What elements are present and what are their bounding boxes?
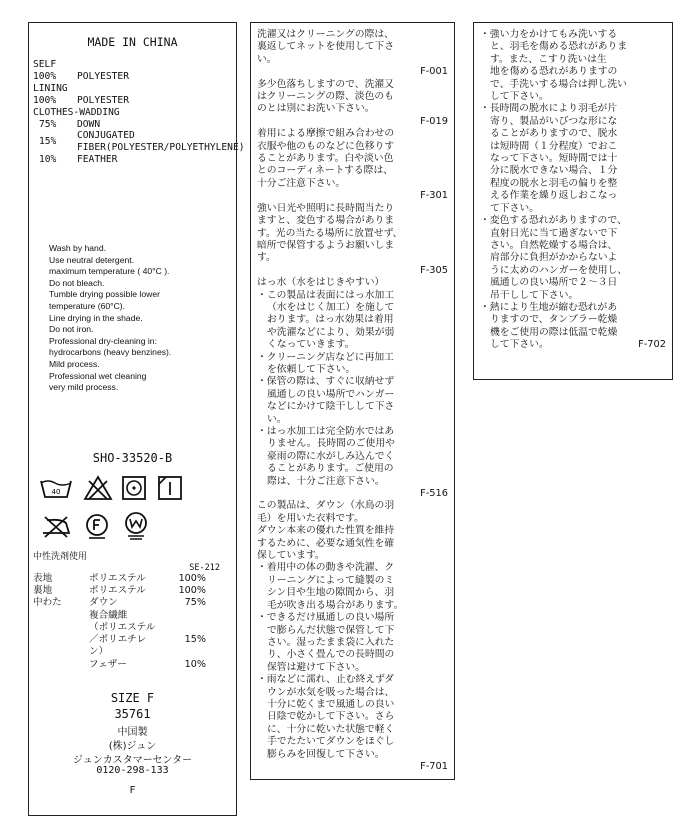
lining-jp-pct: 100% (178, 585, 206, 596)
text-line: 日陰で乾かして下さい。さら (267, 711, 395, 723)
text-line: 洗濯又はクリーニングの際は、 (257, 29, 394, 40)
wet-clean-w-icon (121, 511, 151, 541)
text-line: ることがありますので、脱水 (490, 128, 618, 140)
text-line: ・着用中の体の動きや洗濯、ク (257, 562, 395, 574)
care-line: temperature (60°C). (49, 300, 126, 311)
style-number: SHO-33520-B (92, 451, 173, 465)
text-line: す。 (257, 252, 276, 264)
lining-material: POLYESTER (77, 95, 129, 106)
text-line: 多少色落ちしますので、洗濯又 (257, 78, 394, 90)
text-line: のとは別にお洗い下さい。 (257, 103, 375, 115)
company-name: (株)ジュン (108, 741, 157, 752)
text-line: 裏返してネットを使用して下さ (257, 41, 395, 53)
text-line: ・はっ水加工は完全防水ではあ (257, 426, 395, 437)
composite-fiber-1: 複合繊維 (89, 610, 128, 621)
text-line: 毛が吹き出る場合があります。 (267, 599, 404, 611)
padding-jp-label: 中わた (33, 597, 62, 608)
tumble-dry-low-icon (121, 475, 147, 501)
text-line: ・長時間の脱水により羽毛が片 (480, 103, 618, 115)
care-label-middle (250, 22, 455, 780)
text-line: ウンが水気を吸った場合は、 (267, 686, 395, 698)
text-line: い。 (257, 53, 277, 65)
text-line: 保管は避けて下さい。 (267, 661, 365, 673)
text-line: 寄り、製品がいびつな形にな (490, 115, 618, 127)
text-line: 暗所で保管するようお願いしま (257, 239, 395, 251)
text-line: 吊干しして下さい。 (490, 289, 579, 301)
made-in-china-jp: 中国製 (117, 727, 148, 738)
text-line: 豪雨の際に水がしみ込んでく (267, 450, 395, 462)
composite-fiber-3: ／ポリエチレ (89, 634, 147, 645)
text-line: ますと、変色する場合がありま (257, 215, 395, 227)
down-pct: 75% (39, 119, 57, 130)
section-code: F-301 (420, 190, 448, 202)
composite-fiber-2: （ポリエステル (89, 622, 156, 633)
text-line: リーニングによって縫製のミ (267, 574, 395, 586)
text-line: ・変色する恐れがありますので、 (480, 215, 627, 227)
care-line: Professional dry-cleaning in: (49, 335, 157, 346)
text-line: 肩部分に負担がかからないよ (490, 252, 618, 264)
text-line: ・この製品は表面にはっ水加工 (257, 289, 395, 301)
text-line: 際は、十分ご注意下さい。 (267, 475, 385, 487)
text-line: り、小さく畳んでの長時間の (267, 649, 395, 661)
conjugated-pct: 15% (39, 136, 57, 147)
text-line: おります。はっ水効果は着用 (267, 314, 394, 326)
text-line: と、羽毛を傷める恐れがありま (490, 41, 628, 53)
text-line: ・強い力をかけてもみ洗いする (480, 29, 618, 40)
text-line: て下さい。 (490, 202, 539, 214)
text-line: で膨らんだ状態で保管して下 (267, 624, 395, 636)
text-line: （水をはじく加工）を施して (267, 301, 395, 313)
text-line: 十分に乾くまで風通しの良い (267, 698, 395, 710)
feather-pct: 10% (39, 154, 57, 165)
text-line: 十分ご注意下さい。 (257, 177, 346, 189)
text-line: ・保管の際は、すぐに収納せず (257, 376, 395, 388)
down-jp-pct: 75% (184, 597, 206, 608)
text-line: を依頼して下さい。 (267, 363, 356, 375)
text-line: りません。長時間のご使用や (267, 438, 395, 450)
text-line: はっ水（水をはじきやすい） (257, 277, 385, 289)
composite-fiber-pct: 15% (184, 634, 206, 645)
care-line: very mild process. (49, 382, 119, 393)
text-line: 風通しの良い場所で２～３日 (490, 277, 618, 289)
care-line: hydrocarbons (heavy benzines). (49, 347, 172, 358)
care-line: maximum temperature ( 40°C ). (49, 266, 170, 277)
composite-fiber-4: ン） (89, 646, 109, 657)
self-pct: 100% (33, 71, 57, 82)
text-line: さい。湿ったまま袋に入れた (267, 636, 395, 648)
text-line: は短時間（１分程度）でおこ (490, 140, 618, 152)
care-text-right (480, 29, 668, 352)
section-code: F-702 (638, 339, 666, 351)
wadding-label: CLOTHES-WADDING (33, 107, 120, 118)
text-line: ることがあります。ご使用の (267, 463, 394, 475)
text-line: で、手洗いする場合は押し洗い (490, 78, 627, 90)
phone-number: 0120-298-133 (96, 765, 169, 776)
text-line: 地を傷める恐れがありますの (490, 66, 618, 78)
text-line: 手でたたいてダウンをほぐし (267, 736, 395, 748)
text-line: す。また、こすり洗いは生 (490, 53, 607, 65)
text-line: 毛）を用いた衣料です。 (257, 512, 364, 524)
text-line: 強い日光や照明に長時間当たり (257, 202, 395, 214)
do-not-iron-icon (39, 513, 73, 539)
self-label: SELF (33, 59, 57, 70)
section-code: F-019 (420, 115, 448, 127)
text-line: ・できるだけ風通しの良い場所 (257, 612, 395, 624)
outer-fabric-pct: 100% (178, 573, 206, 584)
neutral-detergent-text: 中性洗剤使用 (33, 552, 88, 562)
self-material: POLYESTER (77, 71, 129, 82)
made-in-text: MADE IN CHINA (87, 35, 178, 49)
conjugated-material-2: FIBER(POLYESTER/POLYETHYLENE) (77, 142, 245, 153)
text-line: して下さい。 (490, 91, 549, 103)
care-line: Mild process. (49, 358, 100, 369)
text-line: 保しています。 (257, 550, 325, 562)
lining-jp-label: 裏地 (33, 585, 53, 596)
text-line: とのコーディネートする際は、 (257, 165, 394, 177)
text-line: りますので、タンブラー乾燥 (490, 314, 618, 326)
wash-temp-text: 40 (51, 488, 61, 496)
care-line: Professional wet cleaning (49, 370, 147, 381)
lining-label: LINING (33, 83, 68, 94)
care-text-middle (257, 29, 450, 773)
section-code: F-305 (420, 264, 448, 276)
feather-jp-material: フェザー (89, 659, 127, 670)
text-line: 膨らみを回復して下さい。 (267, 748, 385, 760)
lining-jp-material: ポリエステル (89, 585, 146, 596)
text-line: うに太めのハンガーを使用し、 (490, 264, 628, 276)
text-line: なって下さい。短時間では十 (490, 153, 618, 165)
text-line: 着用による摩擦で組み合わせの (257, 128, 395, 140)
text-line: 機をご使用の際は低温で乾燥 (490, 326, 618, 338)
hand-wash-40-icon (39, 475, 73, 501)
text-line: い。 (267, 413, 287, 425)
down-jp-material: ダウン (89, 597, 118, 608)
text-line: ・雨などに濡れ、止む終えずダ (257, 674, 395, 686)
text-line: するために、必要な通気性を確 (257, 537, 395, 549)
care-label-left (28, 22, 245, 816)
care-line: Wash by hand. (49, 243, 107, 253)
text-line: ・クリーニング店などに再加工 (257, 351, 394, 363)
care-line: Line drying in the shade. (49, 312, 143, 323)
outer-fabric-material: ポリエステル (89, 573, 146, 584)
product-number: 35761 (114, 707, 151, 721)
text-line: に、十分に乾いた状態で軽く (267, 723, 395, 735)
care-line: Do not iron. (49, 324, 94, 335)
customer-center: ジュンカスタマーセンター (72, 755, 193, 766)
text-line: 衣服や他のものなどに色移りす (257, 140, 395, 152)
text-line: さい。自然乾燥する場合は、 (490, 239, 618, 251)
section-code: F-701 (420, 760, 448, 772)
text-line: す。光の当たる場所に放置せず、 (257, 227, 403, 239)
text-line: ダウン本来の優れた性質を維持 (257, 525, 395, 537)
care-label-right (473, 22, 673, 380)
care-line: Do not bleach. (49, 277, 105, 288)
feather-jp-pct: 10% (184, 659, 206, 670)
care-line: Use neutral detergent. (49, 254, 135, 265)
text-line: 分に脱水できない場合、１分 (490, 165, 618, 177)
text-line: 直射日光に当て過ぎないで下 (490, 227, 618, 239)
text-line: などにかけて陰干しして下さ (267, 401, 395, 413)
text-line: この製品は、ダウン（水鳥の羽 (257, 500, 395, 512)
line-dry-shade-icon (157, 475, 183, 501)
text-line: ることがあります。白や淡い色 (257, 153, 394, 165)
size-text: SIZE F (110, 691, 155, 705)
text-line: シン目や生地の隙間から、羽 (267, 587, 395, 599)
text-line: して下さい。 (490, 339, 549, 351)
text-line: や洗濯などにより、効果が弱 (267, 326, 395, 338)
text-line: 程度の脱水と羽毛の偏りを整 (490, 177, 618, 189)
text-line: ・熱により生地が縮む恐れがあ (480, 301, 618, 313)
conjugated-material-1: CONJUGATED (77, 130, 135, 141)
feather-material: FEATHER (77, 154, 118, 165)
down-material: DOWN (77, 119, 101, 130)
text-line: える作業を繰り返しおこなっ (490, 190, 618, 202)
text-line: はクリーニングの際、淡色のも (257, 91, 394, 103)
care-line: Tumble drying possible lower (49, 289, 160, 300)
outer-fabric-label: 表地 (33, 573, 53, 584)
lining-pct: 100% (33, 95, 57, 106)
section-code: F-001 (420, 66, 448, 78)
text-line-with-code (480, 339, 668, 351)
bottom-mark: F (129, 785, 136, 796)
care-instructions-en (49, 243, 171, 394)
text-line: くなっていきます。 (267, 339, 355, 351)
no-bleach-icon (83, 475, 113, 501)
jp-code: SE-212 (189, 563, 220, 573)
text-line: 風通しの良い場所でハンガー (267, 388, 395, 400)
section-code: F-516 (420, 488, 448, 500)
dry-clean-f-icon (83, 513, 111, 541)
